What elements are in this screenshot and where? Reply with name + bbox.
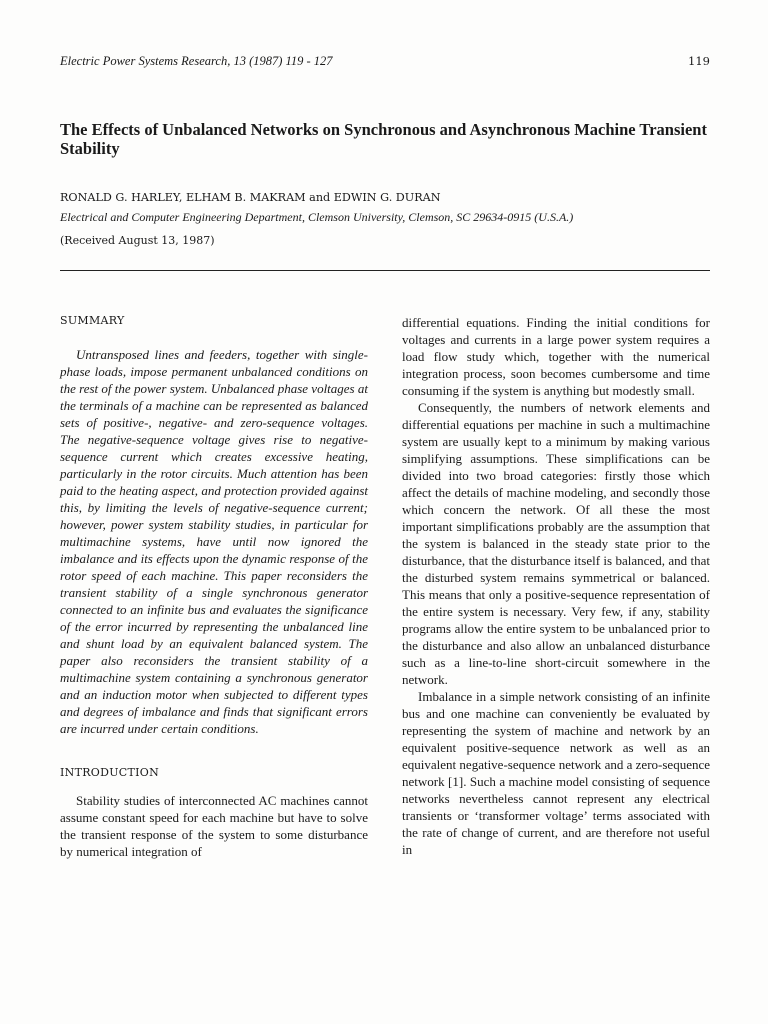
imbalance-paragraph: Imbalance in a simple network consisting of an infinite bus and one machine can conveniently be evaluated by representing the system of machine and network by an equivalent positive-sequence network as well as an equivalent negative-sequence network and a zero-sequence network [1]. Such a machine model consisting of sequence networks nevertheless cannot represent any electrical transients or ‘transformer voltage’ terms associated with the rate of change of current, and are therefore not useful in [402,689,710,857]
continued-paragraph: differential equations. Finding the initial conditions for voltages and currents in a large power system requires a load flow study which, together with the numerical integration process, soon becomes cumbersome and time consuming if the system is anything but modestly small. [402,315,710,398]
introduction-paragraph: Stability studies of interconnected AC machines cannot assume constant speed for each machine but have to solve the transient response of the system to some disturbance by numerical integration of [60,793,368,859]
running-head [60,54,710,70]
author-affiliation: Electrical and Computer Engineering Department, Clemson University, Clemson, SC 29634-0915 (U.S.A.) [60,210,574,224]
author-list: RONALD G. HARLEY, ELHAM B. MAKRAM and EDWIN G. DURAN [60,191,441,204]
left-column [60,314,368,860]
header-divider [60,270,710,271]
summary-heading: SUMMARY [60,314,125,327]
received-date: (Received August 13, 1987) [60,234,215,247]
summary-abstract: Untransposed lines and feeders, together with single-phase loads, impose permanent unbalanced conditions on the rest of the power system. Unbalanced phase voltages at the terminals of a machine can be represented as balanced sets of positive-, negative- and zero-sequence voltages. The negative-sequence voltage gives rise to negative-sequence current which creates excessive heating, particularly in the rotor circuits. Much attention has been paid to the heating aspect, and protection provided against this, by limiting the levels of negative-sequence current; however, power system stability studies, in particular for multimachine systems, have until now ignored the imbalance and its effects upon the dynamic response of the rotor speed of each machine. This paper reconsiders the transient stability of a single synchronous generator connected to an infinite bus and evaluates the significance of the error incurred by representing the unbalanced line and shunt load by an equivalent balanced system. The paper also reconsiders the transient stability of a multimachine system containing a synchronous generator and an induction motor when subjected to different types and degrees of imbalance and finds that significant errors are incurred under certain conditions. [60,347,368,736]
journal-citation: Electric Power Systems Research, 13 (1987) 119 - 127 [60,54,333,68]
simplifications-paragraph: Consequently, the numbers of network elements and differential equations per machine in such a multimachine system are usually kept to a minimum by making various simplifying assumptions. These simplifications can be divided into two broad categories: firstly those which affect the details of machine modeling, and secondly those which concern the network. Of all these the most important simplifications probably are the assumption that the system is balanced in the steady state prior to the disturbance, that the disturbance itself is balanced, and that the disturbed system remains symmetrical or balanced. This means that only a positive-sequence representation of the entire system is necessary. Very few, if any, stability programs allow the entire system to be unbalanced prior to the disturbance and also allow an unbalanced disturbance such as a line-to-line short-circuit somewhere in the network. [402,400,710,687]
introduction-heading: INTRODUCTION [60,766,160,779]
right-column [402,314,710,858]
paper-title: The Effects of Unbalanced Networks on Synchronous and Asynchronous Machine Transient Stability [60,120,707,158]
page-number: 119 [688,54,710,68]
